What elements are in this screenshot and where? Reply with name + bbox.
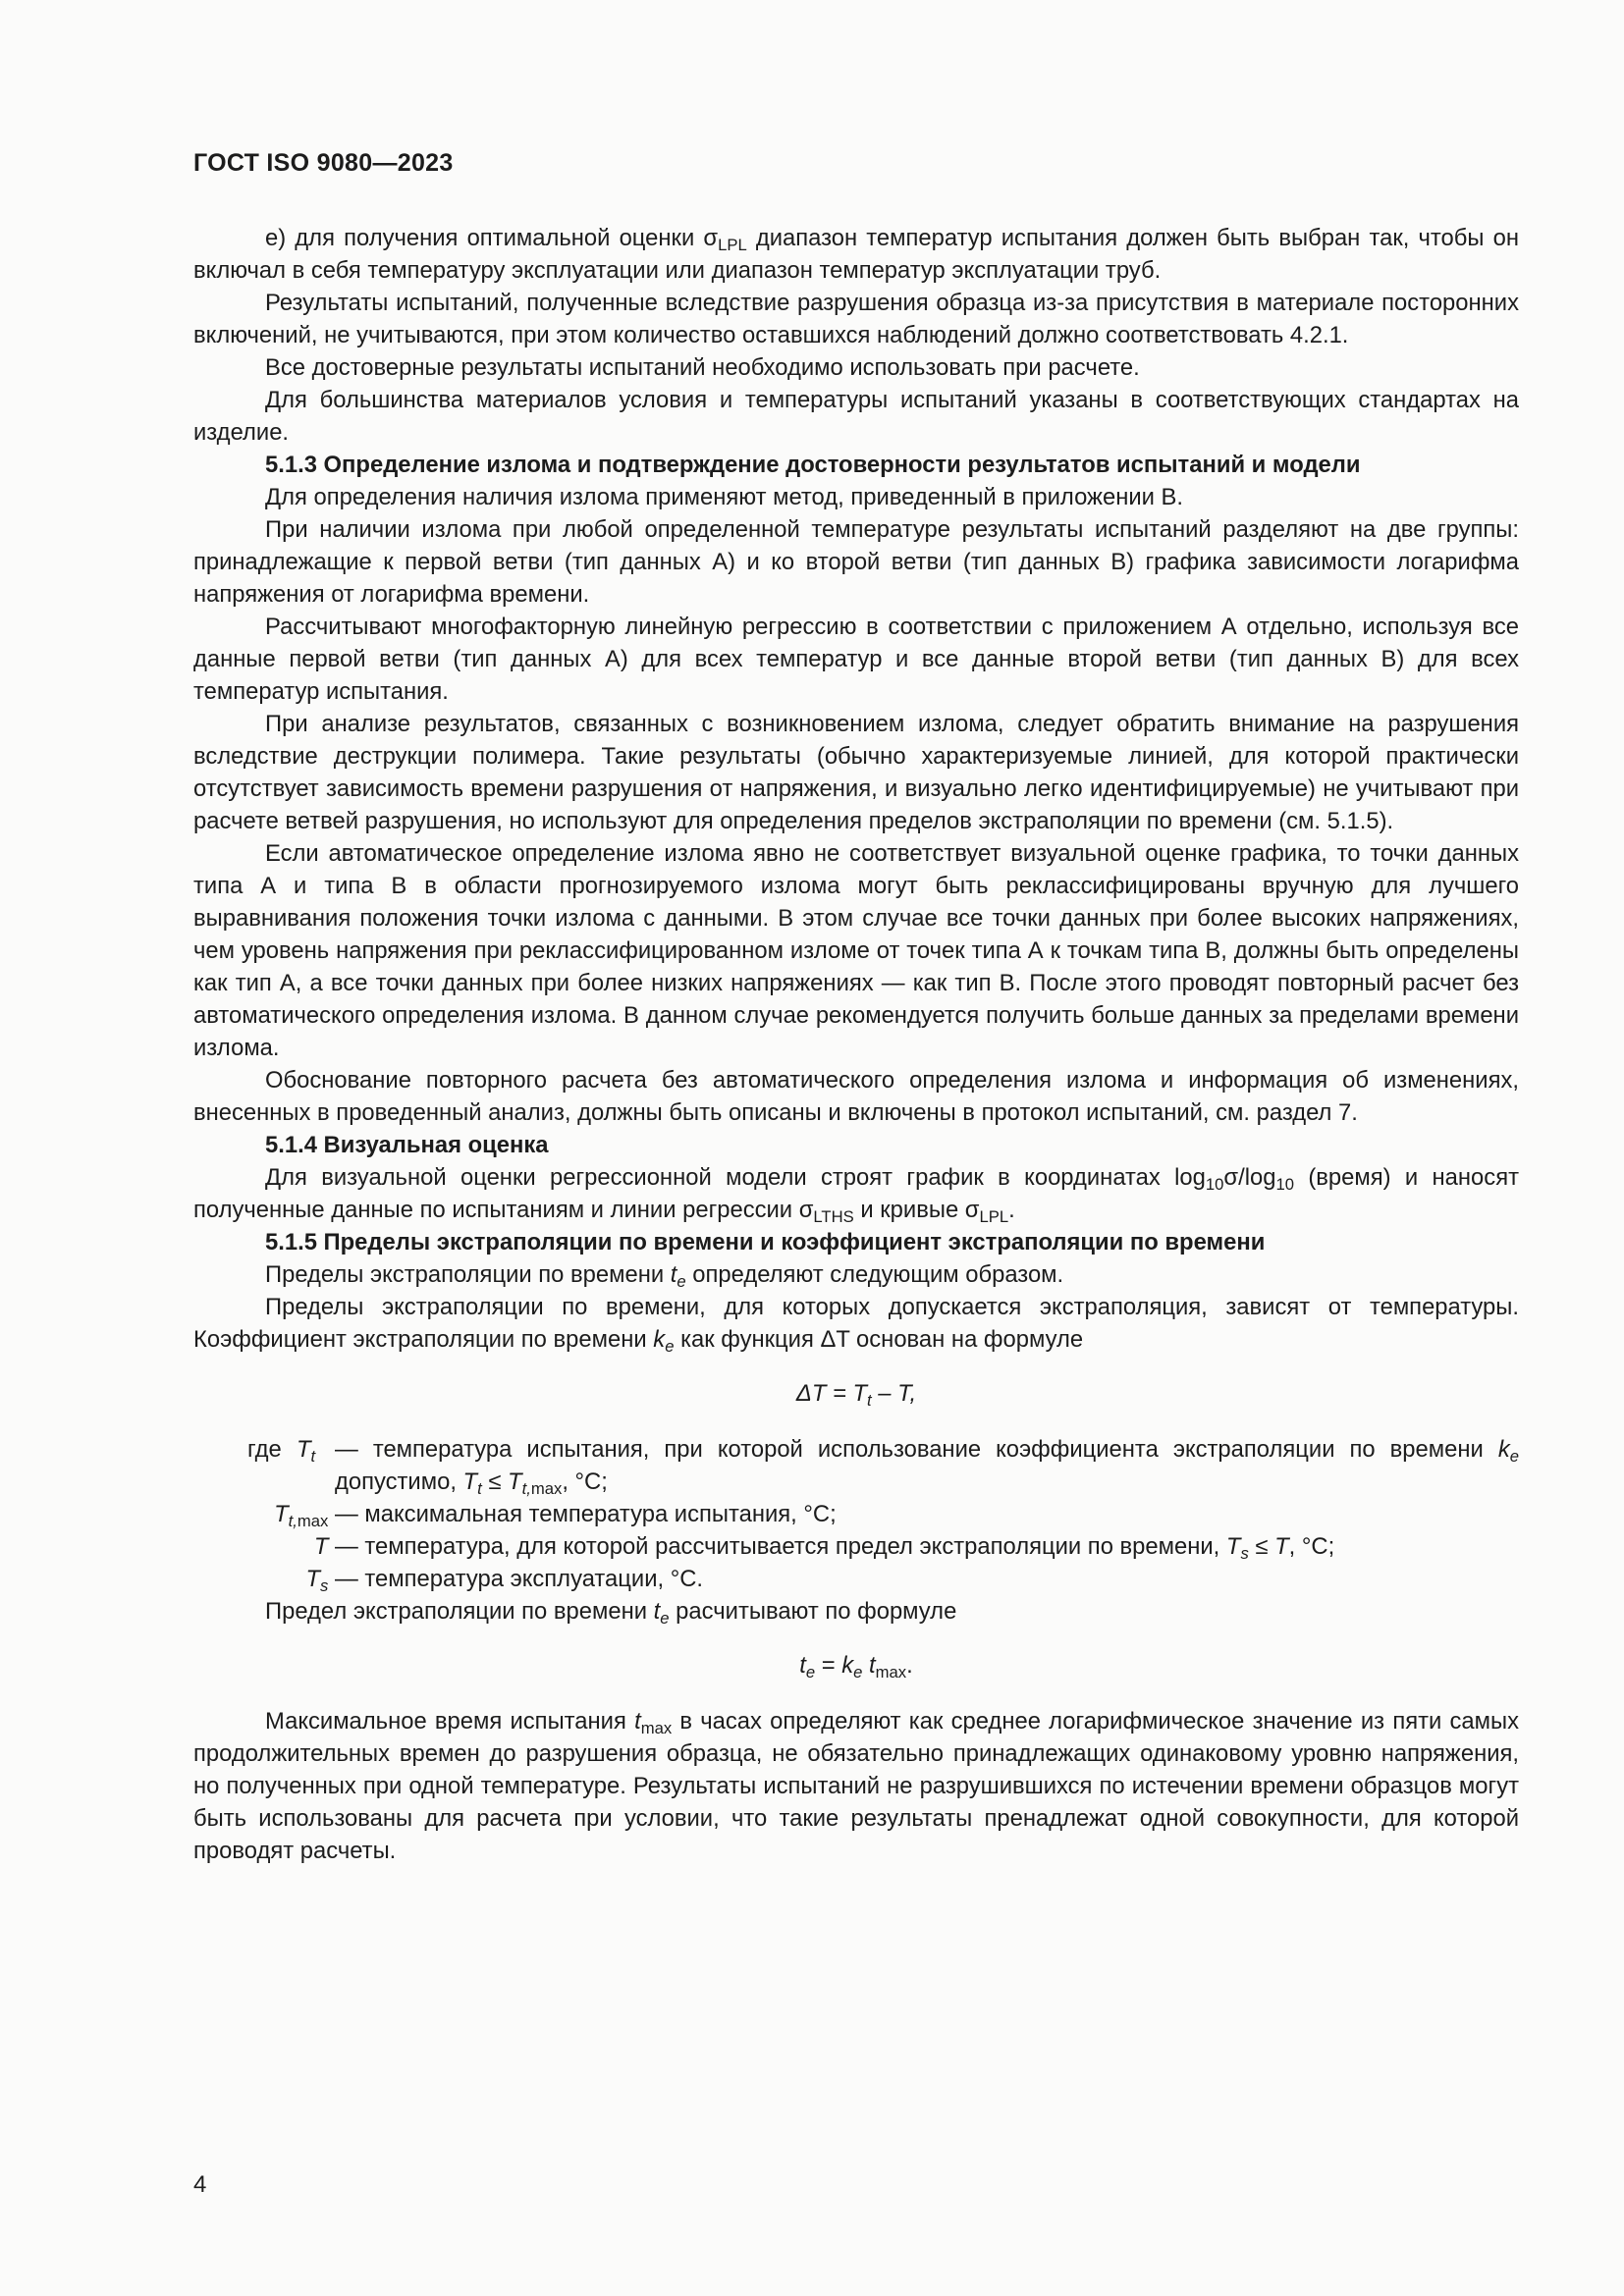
paragraph: Максимальное время испытания $t_{max}$ в часах определяют как среднее логарифмическое значение из пяти самых продолжительных времен до разрушения образца, не обязательно принадлежащих одинаковому уровню напряжения, но полученных при одной температуре. Результаты испытаний не разрушившихся по истечении времени образцов могут быть использованы для расчета при условии, что такие результаты пренадлежат одной совокупности, для которой проводят расчеты. <box>193 1708 1520 1864</box>
paragraph: При анализе результатов, связанных с возникновением излома, следует обратить внимание на разрушения вследствие деструкции полимера. Такие результаты (обычно характеризуемые линией, для которой практически отсутствует зависимость времени разрушения от напряжения, и визуально легко идентифицируемые) не учитывают при расчете ветвей разрушения, но используют для определения пределов экстраполяции по времени (см. 5.1.5). <box>193 711 1519 834</box>
definition-row: T — температура, для которой рассчитывается предел экстраполяции по времени, $T_s \le T$, °C; <box>313 1533 1335 1563</box>
paragraph: Пределы экстраполяции по времени, для которых допускается экстраполяция, зависят от температуры. Коэффициент экстраполяции по времени $k_e$ как функция ΔT основан на формуле <box>193 1294 1519 1356</box>
paragraph: Все достоверные результаты испытаний необходимо использовать при расчете. <box>265 354 1140 381</box>
formula-te: $t_e = k_e$ $t_{max}$. <box>799 1652 913 1682</box>
paragraph: При наличии излома при любой определенной температуре результаты испытаний разделяют на две группы: принадлежащие к первой ветви (тип данных А) и ко второй ветви (тип данных В) графика зависимости логарифма напряжения от логарифма времени. <box>193 516 1519 608</box>
paragraph-visual-assessment: Для визуальной оценки регрессионной модели строят график в координатах $\log_{10}\sigma/\log_{10}$ (время) и наносят полученные данные по испытаниям и линии регрессии $\sigma_{LTHS}$ и кривые $\sigma_{LPL}$. <box>193 1164 1519 1226</box>
section-heading-5-1-5: 5.1.5 Пределы экстраполяции по времени и коэффициент экстраполяции по времени <box>265 1229 1266 1255</box>
paragraph-e: е) для получения оптимальной оценки $\sigma_{LPL}$ диапазон температур испытания должен быть выбран так, чтобы он включал в себя температуру эксплуатации или диапазон температур эксплуатации труб. <box>193 225 1520 284</box>
document-body <box>193 222 1519 1867</box>
formula-delta-t: $\Delta T = T_t - T$, <box>795 1380 917 1410</box>
section-heading-5-1-4: 5.1.4 Визуальная оценка <box>265 1132 549 1158</box>
paragraph: Для большинства материалов условия и температуры испытаний указаны в соответствующих стандартах на изделие. <box>193 387 1519 446</box>
page-number: 4 <box>193 2171 207 2198</box>
paragraph: Если автоматическое определение излома явно не соответствует визуальной оценке графика, то точки данных типа А и типа В в области прогнозируемого излома могут быть реклассифицированы вручную для лучшего выравнивания положения точки излома с данными. В этом случае все точки данных при более высоких напряжениях, чем уровень напряжения при реклассифицированном изломе от точек типа А к точкам типа В, должны быть определены как тип А, а все точки данных при более низких напряжениях — как тип В. После этого проводят повторный расчет без автоматического определения излома. В данном случае рекомендуется получить больше данных за пределами времени излома. <box>193 840 1519 1061</box>
section-heading-5-1-3: 5.1.3 Определение излома и подтверждение достоверности результатов испытаний и модели <box>265 452 1361 478</box>
paragraph: Пределы экстраполяции по времени $t_e$ определяют следующим образом. <box>265 1261 1064 1291</box>
paragraph: Для определения наличия излома применяют метод, приведенный в приложении В. <box>265 484 1184 510</box>
paragraph: Рассчитывают многофакторную линейную регрессию в соответствии с приложением А отдельно, используя все данные первой ветви (тип данных А) для всех температур и все данные второй ветви (тип данных В) для всех температур испытания. <box>193 614 1519 705</box>
paragraph: Предел экстраполяции по времени $t_e$ расчитывают по формуле <box>265 1598 957 1628</box>
document-header: ГОСТ ISO 9080—2023 <box>193 149 454 177</box>
definition-row: $T_{t,max}$ — максимальная температура испытания, °C; <box>274 1501 837 1530</box>
symbol-definitions <box>193 1433 1519 1595</box>
definition-row: $T_s$ — температура эксплуатации, °C. <box>305 1566 704 1595</box>
definition-row: где $T_t$ — температура испытания, при которой использование коэффициента экстраполяции по времени $k_e$ допустимо, $T_t \le T_{t,max}$, °C; <box>246 1436 1519 1498</box>
paragraph: Результаты испытаний, полученные вследствие разрушения образца из-за присутствия в материале посторонних включений, не учитываются, при этом количество оставшихся наблюдений должно соответствовать 4.2.1. <box>193 290 1519 348</box>
paragraph: Обоснование повторного расчета без автоматического определения излома и информация об изменениях, внесенных в проведенный анализ, должны быть описаны и включены в протокол испытаний, см. раздел 7. <box>193 1067 1519 1126</box>
